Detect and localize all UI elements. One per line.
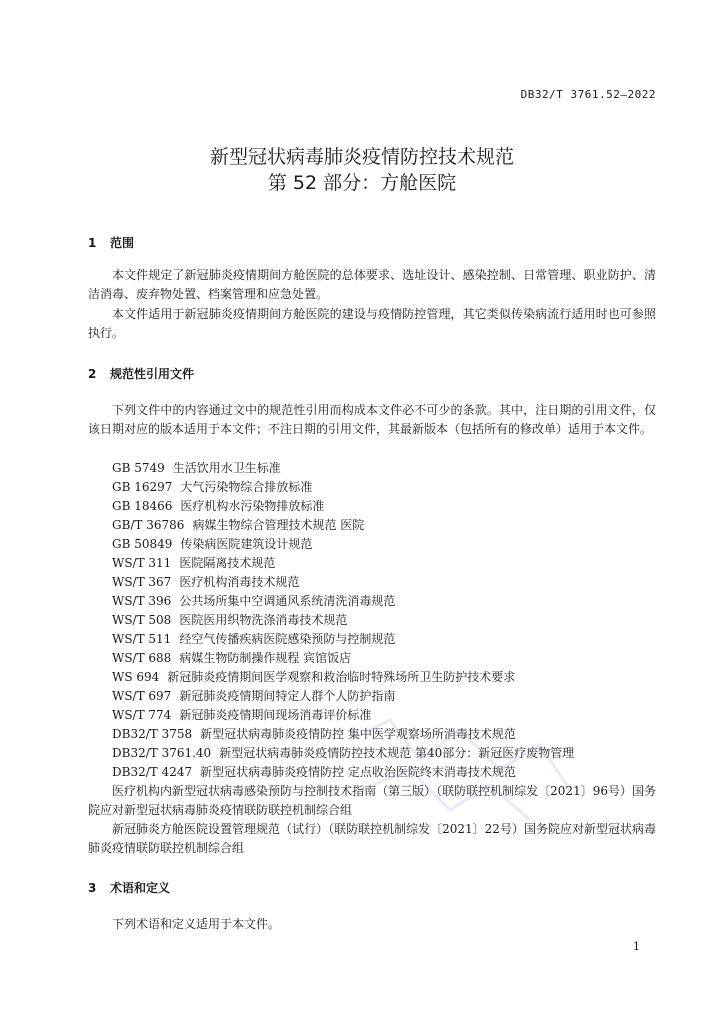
reference-code: DB32/T 3761.40 [112,746,212,760]
reference-title: 新冠肺炎疫情期间现场消毒评价标准 [179,708,372,722]
section-number: 1 [88,236,97,250]
reference-item [112,535,312,552]
section-heading-terms [88,879,170,896]
paragraph: 本文件规定了新冠肺炎疫情期间方舱医院的总体要求、选址设计、感染控制、日常管理、职业防护、清洁消毒、废弃物处置、档案管理和应急处置。 [88,268,656,301]
reference-title: 医疗机构消毒技术规范 [179,575,300,589]
section-heading-normative-references [88,365,194,382]
reference-item [112,687,395,704]
standard-code: DB32/T 3761.52—2022 [520,88,656,101]
reference-item [112,554,275,571]
reference-title: 经空气传播疾病医院感染预防与控制规范 [179,632,396,646]
reference-title: 公共场所集中空调通风系统清洗消毒规范 [179,594,396,608]
reference-code: GB 18466 [112,499,173,513]
page-number: 1 [633,940,640,953]
reference-code: WS/T 367 [112,575,172,589]
reference-item [112,478,312,495]
reference-title: 传染病医院建筑设计规范 [180,537,313,551]
reference-code: WS/T 697 [112,689,172,703]
section-heading-scope [88,234,134,251]
section-number: 2 [88,367,97,381]
reference-title: 医疗机构水污染物排放标准 [180,499,325,513]
reference-title: 大气污染物综合排放标准 [180,480,313,494]
reference-paragraph: 医疗机构内新型冠状病毒感染预防与控制技术指南（第三版）（联防联控机制综发〔2021〕96号）国务院应对新型冠状病毒肺炎疫情联防联控机制综合组 [88,784,656,817]
section-title: 范围 [110,236,135,250]
reference-code: DB32/T 3758 [112,727,193,741]
document-subtitle: 第 52 部分：方舱医院 [267,172,457,194]
reference-item [112,592,395,609]
paragraph: 本文件适用于新冠肺炎疫情期间方舱医院的建设与疫情防控管理，其它类似传染病流行适用时也可参照执行。 [88,307,656,340]
reference-code: WS/T 508 [112,613,172,627]
reference-title: 医院医用织物洗涤消毒技术规范 [179,613,348,627]
reference-code: GB 5749 [112,461,165,475]
reference-title: 病媒生物防制操作规程 宾馆饭店 [179,651,352,665]
reference-code: GB 16297 [112,480,173,494]
reference-code: DB32/T 4247 [112,765,193,779]
reference-item [112,516,364,533]
reference-title: 新型冠状病毒肺炎疫情防控 定点收治医院终末消毒技术规范 [200,765,516,779]
reference-title: 医院隔离技术规范 [179,556,276,570]
reference-item [112,649,351,666]
document-title: 新型冠状病毒肺炎疫情防控技术规范 [209,146,514,168]
reference-paragraph: 新冠肺炎方舱医院设置管理规范（试行）（联防联控机制综发〔2021〕22号）国务院应对新型冠状病毒肺炎疫情联防联控机制综合组 [88,822,656,855]
reference-item [112,744,574,761]
reference-code: WS/T 396 [112,594,172,608]
reference-code: WS/T 511 [112,632,172,646]
reference-item [112,611,347,628]
reference-title: 新型冠状病毒肺炎疫情防控 集中医学观察场所消毒技术规范 [200,727,516,741]
reference-title: 生活饮用水卫生标准 [172,461,281,475]
reference-item [112,763,516,780]
reference-title: 病媒生物综合管理技术规范 医院 [192,518,365,532]
section-title: 规范性引用文件 [110,367,195,381]
reference-item [112,725,516,742]
reference-code: WS/T 774 [112,708,172,722]
reference-item [112,573,299,590]
reference-item [112,706,371,723]
reference-title: 新型冠状病毒肺炎疫情防控技术规范 第40部分：新冠医疗废物管理 [219,746,575,760]
reference-item [112,497,324,514]
reference-code: GB/T 36786 [112,518,185,532]
paragraph: 下列文件中的内容通过文中的规范性引用而构成本文件必不可少的条款。其中，注日期的引用文件，仅该日期对应的版本适用于本文件；不注日期的引用文件，其最新版本（包括所有的修改单）适用于本文件。 [88,403,656,436]
section-title: 术语和定义 [110,881,171,895]
reference-code: WS 694 [112,670,160,684]
reference-code: WS/T 688 [112,651,172,665]
reference-item [112,668,515,685]
paragraph: 下列术语和定义适用于本文件。 [112,917,281,931]
reference-title: 新冠肺炎疫情期间医学观察和救治临时特殊场所卫生防护技术要求 [167,670,516,684]
reference-title: 新冠肺炎疫情期间特定人群个人防护指南 [179,689,396,703]
reference-code: GB 50849 [112,537,173,551]
section-number: 3 [88,881,97,895]
reference-code: WS/T 311 [112,556,172,570]
reference-item [112,630,395,647]
reference-item [112,459,281,476]
